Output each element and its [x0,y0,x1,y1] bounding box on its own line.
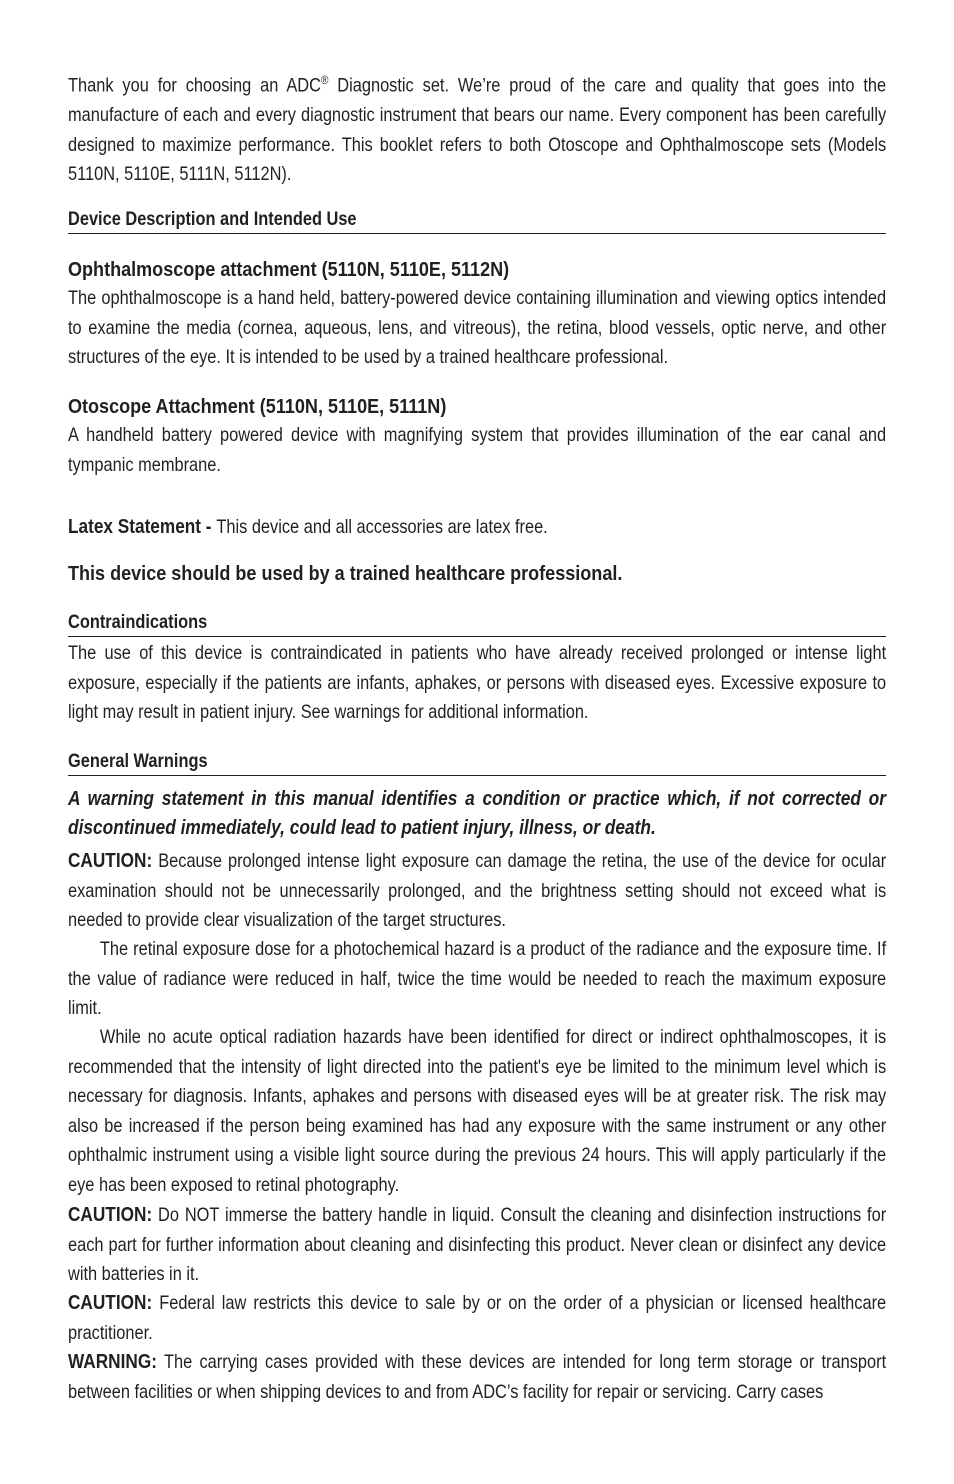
otoscope-section [68,393,886,480]
caution-label: CAUTION: [68,1203,153,1226]
warning-label: WARNING: [68,1350,157,1373]
section-heading-device-description [68,206,886,234]
warning-statement: A warning statement in this manual identifies a condition or practice which, if not corrected or discontinued immediately, could lead to patient injury, illness, or death. [68,787,886,839]
ophthalmoscope-section [68,256,886,373]
latex-text: This device and all accessories are latex free. [216,516,548,538]
otoscope-title: Otoscope Attachment (5110N, 5110E, 5111N) [68,395,447,418]
section-heading-contraindications [68,609,886,637]
caution-federal-law [68,1288,886,1348]
warning-statement-block [68,784,886,842]
acute-hazard-paragraph [68,1023,886,1200]
caution-text: Because prolonged intense light exposure can damage the retina, the use of the device for ocular examination should not be unnecessarily prolonged, and the brightness setting should not exceed what is needed to provide clear visualization of the target structures. [68,850,887,931]
caution-text: Federal law restricts this device to sale by or on the order of a physician or licensed healthcare practitioner. [68,1292,887,1344]
warning-text: The carrying cases provided with these devices are intended for long term storage or transport between facilities or when shipping devices to and from ADC’s facility for repair or servicing. Carry cases [68,1351,887,1403]
warning-carrying-cases [68,1347,886,1407]
otoscope-body: A handheld battery powered device with magnifying system that provides illumination of the ear canal and tympanic membrane. [68,424,887,476]
caution-immersion [68,1200,886,1290]
ophthalmoscope-body: The ophthalmoscope is a hand held, battery-powered device containing illumination and viewing optics intended to examine the media (cornea, aqueous, lens, and vitreous), the retina, blood vessels, optic nerve, and other structures of the eye. It is intended to be used by a trained healthcare professional. [68,287,887,368]
ophthalmoscope-title: Ophthalmoscope attachment (5110N, 5110E, 5112N) [68,258,510,281]
caution-text: Do NOT immerse the battery handle in liquid. Consult the cleaning and disinfection instructions for each part for further information about cleaning and disinfecting this product. Never clean or disinfect any device with batteries in it. [68,1204,887,1285]
caution-label: CAUTION: [68,1291,153,1314]
intro-text-start: Thank you for choosing an ADC [68,74,321,97]
contraindications-body-block [68,639,886,728]
general-warnings-heading: General Warnings [68,750,208,772]
contraindications-heading: Contraindications [68,611,208,633]
section-heading-general-warnings [68,748,886,776]
contraindications-body: The use of this device is contraindicated in patients who have already received prolonged or intense light exposure, especially if the patients are infants, aphakes, or persons with diseased eyes. Excessive exposure to light may result in patient injury. See warnings for additional information. [68,642,887,723]
intro-paragraph [68,66,886,190]
caution-light-exposure [68,846,886,936]
trained-professional-statement [68,560,886,588]
registered-mark: ® [320,73,329,87]
latex-statement [68,512,886,543]
exposure-dose-text: The retinal exposure dose for a photochemical hazard is a product of the radiance and the exposure time. If the value of radiance were reduced in half, twice the time would be needed to reach the maximum exposure limit. [68,938,887,1019]
acute-hazard-text: While no acute optical radiation hazards have been identified for direct or indirect ophthalmoscopes, it is recommended that the intensity of light directed into the patient's eye be limited to the minimum level which is necessary for diagnosis. Infants, aphakes and persons with diseased eyes will be at greater risk. The risk may also be increased if the person being examined has had any exposure with the same instrument or any other ophthalmic instrument using a visible light source during the previous 24 hours. This will apply particularly if the eye has been exposed to retinal photography. [68,1026,887,1196]
caution-label: CAUTION: [68,849,153,872]
intro-text-rest: Diagnostic set. We’re proud of the care and quality that goes into the manufacture of each and every diagnostic instrument that bears our name. Every component has been carefully designed to maximize performance. This booklet refers to both Otoscope and Ophthalmoscope sets (Models 5110N, 5110E, 5111N, 5112N). [68,74,887,185]
latex-label: Latex Statement - [68,515,217,538]
device-description-heading: Device Description and Intended Use [68,208,357,230]
exposure-dose-paragraph [68,935,886,1024]
trained-statement: This device should be used by a trained healthcare professional. [68,562,623,585]
